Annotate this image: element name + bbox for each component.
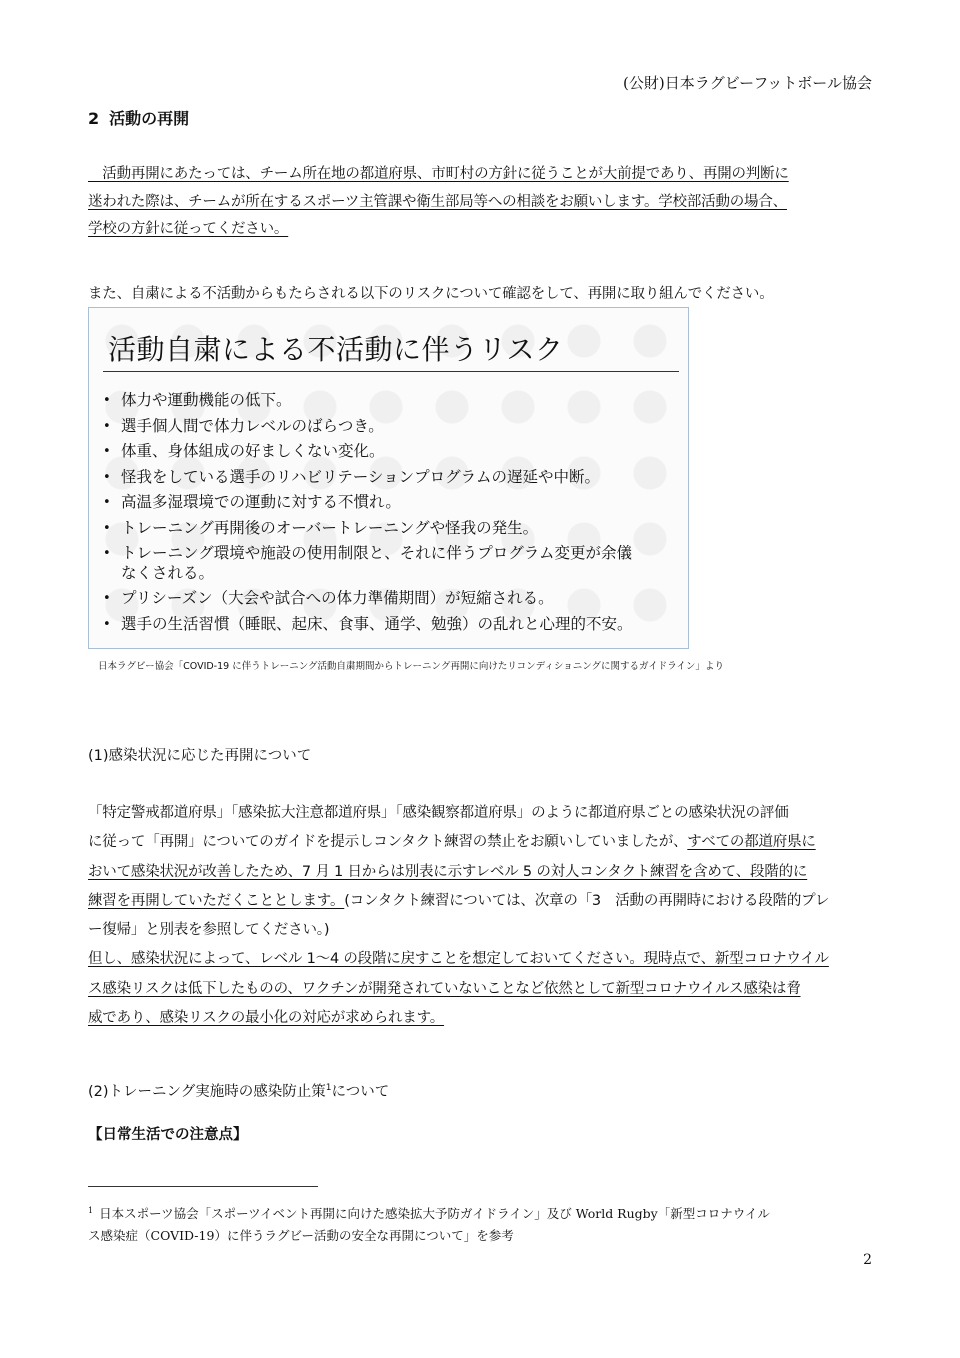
paragraph-line-underlined: 練習を再開していただくこととします。 [88, 892, 345, 909]
paragraph-line: に従って「再開」についてのガイドを提示しコンタクト練習の禁止をお願いしていましたが、 [88, 834, 688, 851]
figure-caption: 日本ラグビー協会「COVID-19 に伴うトレーニング活動自粛期間からトレーニング再開に向けたリコンディショニングに関するガイドライン」より [98, 661, 724, 672]
intro-line: 活動再開にあたっては、チーム所在地の都道府県、市町村の方針に従うことが大前提であり、再開の判断に [88, 166, 789, 182]
paragraph-line-underlined: すべての都道府県に [687, 834, 816, 851]
reopening-paragraph [88, 799, 888, 1033]
footnote [88, 1200, 878, 1247]
bullet-icon: • [103, 616, 111, 632]
risk-panel [88, 307, 689, 649]
subsection-title-part: (2)トレーニング実施時の感染防止策 [88, 1084, 326, 1100]
paragraph-line: (コンタクト練習については、次章の「3 活動の再開時における段階的プレ [344, 892, 830, 909]
bullet-icon: • [103, 418, 111, 434]
risk-item-text: 体力や運動機能の低下。 [121, 391, 292, 409]
paragraph-line: ー復帰」と別表を参照してください。) [88, 922, 330, 939]
list-item [103, 465, 633, 491]
risk-item-text: 体重、身体組成の好ましくない変化。 [121, 442, 385, 460]
bullet-icon: • [103, 393, 111, 408]
risk-list [103, 388, 633, 637]
bullet-icon: • [103, 469, 111, 485]
paragraph-line-underlined: ス感染リスクは低下したものの、ワクチンが開発されていないことなど依然として新型コロナウイルス感染は脅 [88, 980, 801, 997]
footnote-text: ス感染症（COVID-19）に伴うラグビー活動の安全な再開について」を参考 [88, 1228, 514, 1244]
intro-line: 学校の方針に従ってください。 [88, 221, 289, 237]
section-title: 活動の再開 [109, 109, 190, 128]
risk-item-text: 選手の生活習慣（睡眠、起床、食事、通学、勉強）の乱れと心理的不安。 [121, 614, 633, 633]
list-item [103, 612, 633, 638]
risk-item-text: 怪我をしている選手のリハビリテーションプログラムの遅延や中断。 [121, 467, 600, 486]
list-item [103, 414, 633, 440]
title-divider [103, 371, 679, 372]
page-number: 2 [863, 1252, 872, 1268]
risk-panel-title: 活動自粛による不活動に伴うリスク [108, 333, 564, 366]
section-number: 2 [88, 109, 100, 128]
footnote-mark: 1 [88, 1206, 94, 1215]
list-item [103, 586, 633, 612]
bullet-icon: • [103, 591, 111, 606]
risk-item-text: 高温多湿環境での運動に対する不慣れ。 [121, 493, 401, 511]
section-heading [88, 106, 189, 129]
paragraph-line-underlined: 但し、感染状況によって、レベル 1～4 の段階に戻すことを想定しておいてください。現時点で、新型コロナウイル [88, 951, 829, 968]
list-item [103, 516, 633, 542]
paragraph-line: 「特定警戒都道府県」「感染拡大注意都道府県」「感染観察都道府県」のように都道府県ごとの感染状況の評価 [88, 805, 789, 821]
risk-item-text: 選手個人間で体力レベルのばらつき。 [121, 416, 384, 435]
subsection-heading-2 [88, 1080, 389, 1101]
list-item [103, 439, 633, 465]
risk-item-continuation: なくされる。 [121, 563, 215, 582]
list-item [103, 541, 633, 586]
header-organization: (公財)日本ラグビーフットボール協会 [622, 74, 872, 92]
paragraph-line-underlined: 威であり、感染リスクの最小化の対応が求められます。 [88, 1010, 445, 1027]
footnote-reference[interactable]: 1 [325, 1083, 332, 1094]
risk-item-text: トレーニング再開後のオーバートレーニングや怪我の発生。 [121, 518, 539, 537]
intro-paragraph [88, 161, 888, 244]
paragraph-line-underlined: おいて感染状況が改善したため、7 月 1 日からは別表に示すレベル 5 の対人コンタクト練習を含めて、段階的に [88, 863, 808, 880]
list-item [103, 388, 633, 414]
risk-item-text: トレーニング環境や施設の使用制限と、それに伴うプログラム変更が余儀 [121, 544, 633, 562]
risk-item-text: プリシーズン（大会や試合への体力準備期間）が短縮される。 [121, 589, 554, 607]
subsection-title-part: について [331, 1084, 390, 1100]
subsection-heading-1: (1)感染状況に応じた再開について [88, 748, 312, 764]
daily-life-heading: 【日常生活での注意点】 [88, 1127, 248, 1143]
risk-intro-text: また、自粛による不活動からもたらされる以下のリスクについて確認をして、再開に取り組んでください。 [88, 286, 774, 302]
footnote-text: 日本スポーツ協会「スポーツイベント再開に向けた感染拡大予防ガイドライン」及び World Rugby「新型コロナウイル [99, 1206, 770, 1222]
list-item [103, 490, 633, 516]
bullet-icon: • [103, 546, 111, 561]
footnote-divider [88, 1186, 318, 1187]
bullet-icon: • [103, 444, 111, 459]
bullet-icon: • [103, 520, 111, 536]
bullet-icon: • [103, 495, 111, 510]
intro-line: 迷われた際は、チームが所在するスポーツ主管課や衛生部局等への相談をお願いします。学校部活動の場合、 [88, 193, 787, 210]
